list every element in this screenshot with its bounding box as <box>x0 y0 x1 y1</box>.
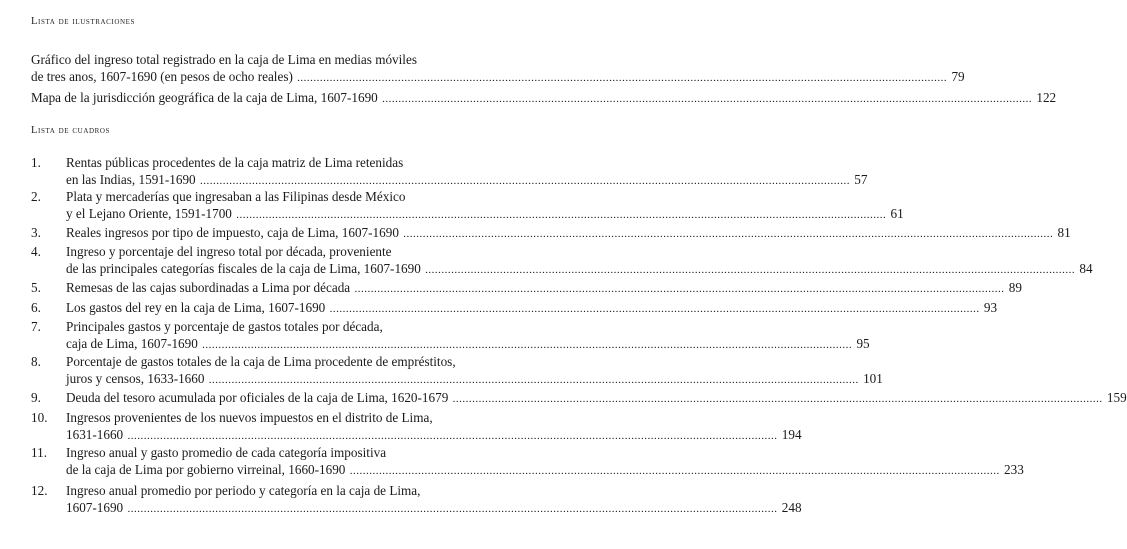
entry-text: Deuda del tesoro acumulada por oficiales de la caja de Lima, 1620-1679 <box>66 390 449 405</box>
entry-text: caja de Lima, 1607-1690 <box>66 336 198 351</box>
table-entry-5 <box>31 279 1022 296</box>
table-entry-9 <box>31 389 1127 406</box>
entry-last-line <box>66 499 802 516</box>
dot-leader <box>297 72 947 84</box>
table-entry-3 <box>31 224 1071 241</box>
entry-last-line <box>66 171 868 188</box>
entry-text-line: Ingreso anual y gasto promedio de cada categoría impositiva <box>66 445 387 460</box>
entry-text: Los gastos del rey en la caja de Lima, 1607-1690 <box>66 300 326 315</box>
dot-leader <box>127 430 777 442</box>
dot-leader <box>350 465 1000 477</box>
entry-text: Mapa de la jurisdicción geográfica de la caja de Lima, 1607-1690 <box>31 90 378 105</box>
page-number: 95 <box>856 336 870 351</box>
page-number: 89 <box>1008 280 1022 295</box>
entry-text-line: Ingresos provenientes de los nuevos impuestos en el distrito de Lima, <box>66 410 433 425</box>
entry-number: 4. <box>31 244 41 259</box>
page-number: 248 <box>781 500 802 515</box>
entry-last-line <box>66 224 1071 241</box>
entry-last-line <box>31 68 965 85</box>
entry-text: y el Lejano Oriente, 1591-1700 <box>66 206 232 221</box>
entry-last-line <box>66 279 1022 296</box>
page-number: 122 <box>1036 90 1057 105</box>
table-entry-10 <box>31 409 802 443</box>
entry-text-line: Porcentaje de gastos totales de la caja de Lima procedente de empréstitos, <box>66 354 456 369</box>
entry-number: 7. <box>31 319 41 334</box>
entry-last-line <box>66 461 1024 478</box>
entry-text: Reales ingresos por tipo de impuesto, caja de Lima, 1607-1690 <box>66 225 399 240</box>
page-number: 233 <box>1004 462 1024 477</box>
entry-last-line <box>66 426 802 443</box>
entry-number: 3. <box>31 225 41 240</box>
illustration-entry-2 <box>31 89 1057 106</box>
dot-leader <box>209 374 859 386</box>
dot-leader <box>453 393 1103 405</box>
table-entry-11 <box>31 444 1024 478</box>
table-entry-6 <box>31 299 998 316</box>
dot-leader <box>200 175 850 187</box>
page-number: 194 <box>781 427 802 442</box>
page-number: 79 <box>951 69 965 84</box>
entry-text: Remesas de las cajas subordinadas a Lima por década <box>66 280 351 295</box>
entry-text: de la caja de Lima por gobierno virreinal, 1660-1690 <box>66 462 346 477</box>
entry-text-line: Ingreso y porcentaje del ingreso total por década, proveniente <box>66 244 392 259</box>
table-entry-1 <box>31 154 868 188</box>
table-entry-2 <box>31 188 904 222</box>
page-number: 57 <box>854 172 868 187</box>
dot-leader <box>330 303 980 315</box>
entry-number: 1. <box>31 155 41 170</box>
entry-last-line <box>66 370 883 387</box>
table-entry-4 <box>31 243 1093 277</box>
dot-leader <box>425 264 1075 276</box>
entry-text: de las principales categorías fiscales de la caja de Lima, 1607-1690 <box>66 261 421 276</box>
tables-heading: Lista de cuadros <box>31 125 111 136</box>
dot-leader <box>354 283 1004 295</box>
entry-last-line <box>66 260 1093 277</box>
entry-last-line <box>66 389 1127 406</box>
table-entry-12 <box>31 482 802 516</box>
entry-last-line <box>66 335 870 352</box>
page-number: 61 <box>890 206 904 221</box>
entry-text: en las Indias, 1591-1690 <box>66 172 196 187</box>
illustration-entry-1 <box>31 51 965 85</box>
page-number: 101 <box>863 371 883 386</box>
entry-text: 1607-1690 <box>66 500 124 515</box>
page-number: 159 <box>1106 390 1127 405</box>
entry-text: juros y censos, 1633-1660 <box>66 371 205 386</box>
entry-text-line: Rentas públicas procedentes de la caja matriz de Lima retenidas <box>66 155 404 170</box>
dot-leader <box>236 209 886 221</box>
entry-last-line <box>66 205 904 222</box>
entry-number: 5. <box>31 280 41 295</box>
dot-leader <box>403 228 1053 240</box>
dot-leader <box>202 339 852 351</box>
entry-text-line: Principales gastos y porcentaje de gastos totales por década, <box>66 319 383 334</box>
entry-last-line <box>66 299 998 316</box>
entry-number: 8. <box>31 354 41 369</box>
entry-number: 6. <box>31 300 41 315</box>
entry-text: de tres anos, 1607-1690 (en pesos de ocho reales) <box>31 69 293 84</box>
dot-leader <box>127 503 777 515</box>
illustrations-heading: Lista de ilustraciones <box>31 16 136 27</box>
page-number: 93 <box>983 300 998 315</box>
entry-number: 2. <box>31 189 41 204</box>
page-number: 81 <box>1057 225 1071 240</box>
entry-text-line: Ingreso anual promedio por periodo y categoría en la caja de Lima, <box>66 483 421 498</box>
dot-leader <box>382 93 1032 105</box>
entry-number: 9. <box>31 390 41 405</box>
table-entry-7 <box>31 318 870 352</box>
entry-text: 1631-1660 <box>66 427 124 442</box>
entry-number: 12. <box>31 483 48 498</box>
table-entry-8 <box>31 353 883 387</box>
entry-text-line: Plata y mercaderías que ingresaban a las Filipinas desde México <box>66 189 406 204</box>
entry-last-line <box>31 89 1057 106</box>
entry-number: 11. <box>31 445 47 460</box>
entry-text-line: Gráfico del ingreso total registrado en la caja de Lima en medias móviles <box>31 52 417 67</box>
page-number: 84 <box>1079 261 1093 276</box>
entry-number: 10. <box>31 410 48 425</box>
